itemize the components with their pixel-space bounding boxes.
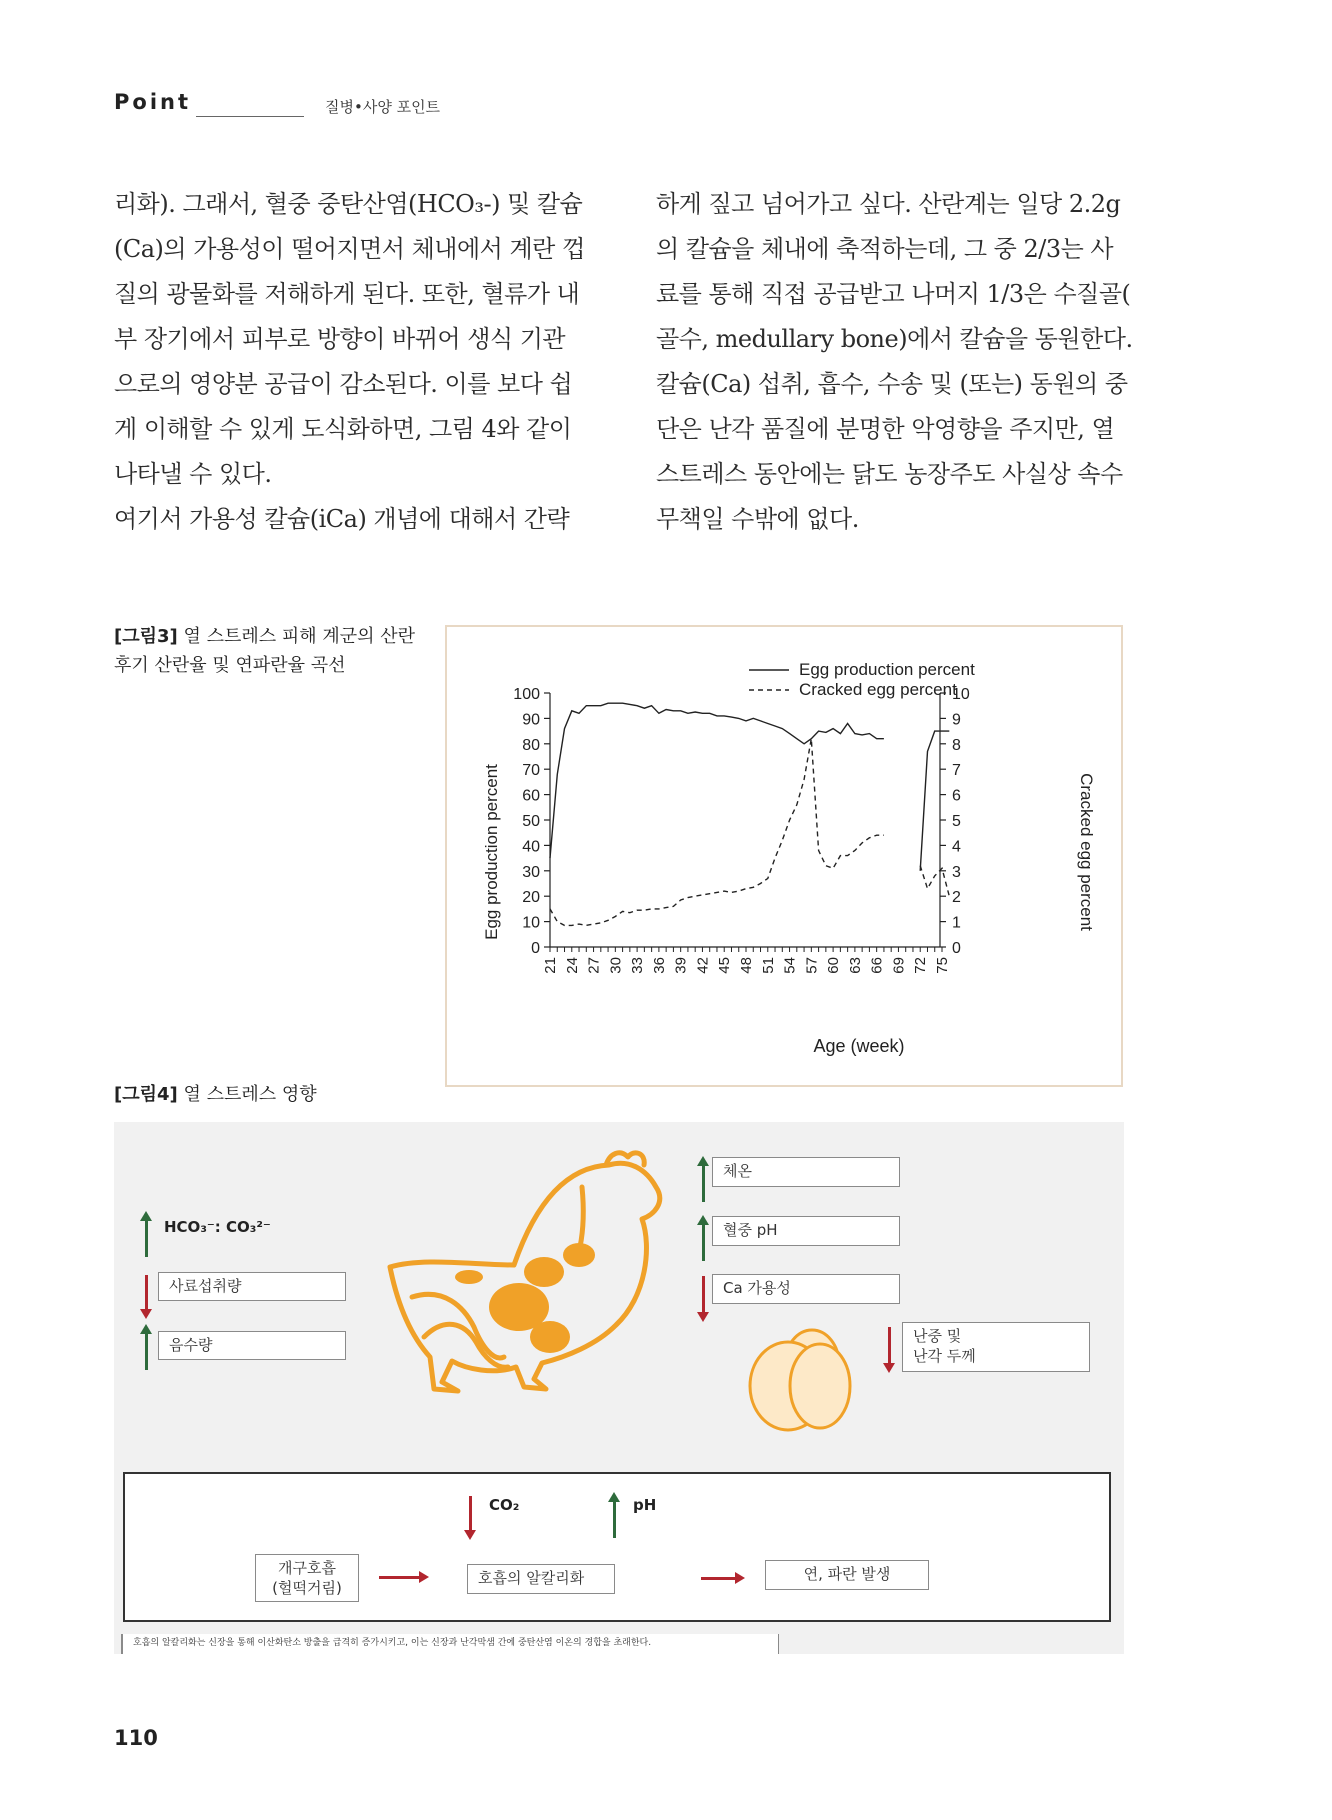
increase-arrow xyxy=(145,1332,148,1370)
panting-line-2: (헐떡거림) xyxy=(272,1579,342,1597)
intestine-line xyxy=(424,1324,508,1367)
figure3-label: [그림3] xyxy=(114,626,178,647)
text-line: 무책일 수밖에 없다. xyxy=(656,505,859,533)
decrease-arrow xyxy=(469,1496,472,1532)
y-tick-label: 100 xyxy=(513,686,540,703)
x-tick-label: 21 xyxy=(542,957,559,974)
y2-tick-label: 2 xyxy=(952,889,961,907)
hco3-label: HCO₃⁻: CO₃²⁻ xyxy=(164,1218,271,1236)
panting-box xyxy=(255,1554,359,1602)
x-tick-label: 63 xyxy=(846,957,864,974)
figure3-caption xyxy=(114,622,444,680)
text-line: 단은 난각 품질에 분명한 악영향을 주지만, 열 xyxy=(656,415,1115,443)
x-tick-label: 42 xyxy=(694,957,712,974)
body-column-right xyxy=(656,182,1133,542)
x-tick-label: 54 xyxy=(781,957,799,974)
y2-tick-label: 1 xyxy=(952,914,961,932)
text-line: 질의 광물화를 저해하게 된다. 또한, 혈류가 내 xyxy=(114,280,580,308)
section-title: 질병•사양 포인트 xyxy=(325,98,441,116)
x-tick-label: 66 xyxy=(868,957,886,974)
x-tick-label: 27 xyxy=(585,957,603,974)
x-tick-label: 75 xyxy=(934,957,951,974)
y-tick-label: 60 xyxy=(522,787,540,805)
y2-tick-label: 6 xyxy=(952,787,961,805)
y2-tick-label: 4 xyxy=(952,838,961,856)
figure4-caption-text: 열 스트레스 영향 xyxy=(177,1084,317,1105)
text-line: 스트레스 동안에는 닭도 농장주도 사실상 속수 xyxy=(656,460,1123,488)
y2-tick-label: 3 xyxy=(952,863,961,881)
panting-line-1: 개구호흡 xyxy=(278,1559,336,1577)
water-intake-box: 음수량 xyxy=(158,1331,346,1360)
chart-axes xyxy=(513,686,970,974)
x-tick-label: 33 xyxy=(629,957,647,974)
increase-arrow xyxy=(702,1223,705,1261)
y-tick-label: 80 xyxy=(522,736,540,754)
text-line: 하게 짚고 넘어가고 싶다. 산란계는 일당 2.2g xyxy=(656,190,1121,218)
y-tick-label: 30 xyxy=(522,863,540,881)
y2-tick-label: 5 xyxy=(952,813,961,830)
figure4-diagram xyxy=(114,1122,1124,1654)
egg-weight-box xyxy=(902,1322,1090,1372)
co2-label: CO₂ xyxy=(489,1496,520,1514)
figure4-caption xyxy=(114,1080,317,1109)
y2-tick-label: 7 xyxy=(952,762,961,780)
egg-production-line xyxy=(920,731,949,871)
x-tick-label: 69 xyxy=(890,957,908,974)
legend-cracked-egg: Cracked egg percent xyxy=(799,680,957,699)
text-line: 부 장기에서 피부로 방향이 바뀌어 생식 기관 xyxy=(114,325,566,353)
blood-ph-box: 혈중 pH xyxy=(712,1216,900,1246)
x-tick-label: 51 xyxy=(759,957,777,974)
x-tick-label: 48 xyxy=(738,957,755,974)
header-rule xyxy=(196,116,304,117)
y2-tick-label: 8 xyxy=(952,736,961,754)
figure3-caption-text-1: 열 스트레스 피해 계군의 산란 xyxy=(177,626,416,647)
y-tick-label: 0 xyxy=(531,940,540,957)
egg-weight-line-2: 난각 두께 xyxy=(913,1347,976,1365)
figure3-chart xyxy=(447,627,1121,1085)
increase-arrow xyxy=(613,1500,616,1538)
increase-arrow xyxy=(702,1164,705,1202)
y-tick-label: 20 xyxy=(522,889,540,907)
chicken-outline xyxy=(390,1163,660,1391)
chicken-illustration xyxy=(384,1147,684,1397)
y2-axis-label: Cracked egg percent xyxy=(1077,773,1096,931)
y-tick-label: 90 xyxy=(522,711,540,729)
page-number: 110 xyxy=(114,1726,158,1750)
decrease-arrow xyxy=(702,1276,705,1314)
y2-tick-label: 10 xyxy=(952,686,970,703)
cracked-egg-box: 연, 파란 발생 xyxy=(765,1560,929,1590)
text-line: 나타낼 수 있다. xyxy=(114,460,272,488)
eggs-illustration xyxy=(748,1322,858,1434)
flow-arrow xyxy=(379,1576,419,1579)
section-label: Point xyxy=(114,90,192,114)
figure3-chart-frame xyxy=(445,625,1123,1087)
x-tick-label: 45 xyxy=(716,957,734,974)
egg-production-line xyxy=(550,703,884,858)
x-tick-label: 30 xyxy=(607,957,625,974)
flow-arrow xyxy=(701,1577,735,1580)
decrease-arrow xyxy=(145,1275,148,1311)
text-line: 리화). 그래서, 혈중 중탄산염(HCO₃-) 및 칼슘 xyxy=(114,190,583,218)
text-line: (Ca)의 가용성이 떨어지면서 체내에서 계란 껍 xyxy=(114,235,585,263)
y-tick-label: 50 xyxy=(522,813,540,830)
body-temp-box: 체온 xyxy=(712,1157,900,1187)
x-tick-label: 39 xyxy=(672,957,690,974)
text-line: 칼슘(Ca) 섭취, 흡수, 수송 및 (또는) 동원의 중 xyxy=(656,370,1128,398)
cracked-egg-line xyxy=(550,739,884,926)
text-line: 의 칼슘을 체내에 축적하는데, 그 중 2/3는 사 xyxy=(656,235,1114,263)
text-line: 료를 통해 직접 공급받고 나머지 1/3은 수질골( xyxy=(656,280,1131,308)
body-column-left xyxy=(114,182,584,542)
text-line: 골수, medullary bone)에서 칼슘을 동원한다. xyxy=(656,325,1133,353)
y-axis-label: Egg production percent xyxy=(482,764,501,940)
chicken-neck-line xyxy=(580,1187,583,1247)
y2-tick-label: 0 xyxy=(952,940,961,957)
ca-availability-box: Ca 가용성 xyxy=(712,1274,900,1304)
feed-intake-box: 사료섭취량 xyxy=(158,1272,346,1301)
text-line: 게 이해할 수 있게 도식화하면, 그림 4와 같이 xyxy=(114,415,572,443)
decrease-arrow xyxy=(888,1327,891,1365)
x-tick-label: 57 xyxy=(803,957,821,974)
respiratory-flow-panel xyxy=(123,1472,1111,1622)
y-tick-label: 40 xyxy=(522,838,540,856)
y2-tick-label: 9 xyxy=(952,711,961,729)
text-line: 으로의 영양분 공급이 감소된다. 이를 보다 쉽 xyxy=(114,370,573,398)
x-tick-label: 24 xyxy=(563,957,581,974)
y-tick-label: 70 xyxy=(522,762,540,780)
y-tick-label: 10 xyxy=(522,914,540,932)
x-axis-label: Age (week) xyxy=(813,1036,905,1056)
x-tick-label: 60 xyxy=(825,957,843,974)
x-tick-label: 36 xyxy=(650,957,668,974)
ph-label: pH xyxy=(633,1496,657,1514)
x-tick-label: 72 xyxy=(912,957,930,974)
egg-weight-line-1: 난중 및 xyxy=(913,1327,962,1345)
alkalosis-box: 호흡의 알칼리화 xyxy=(467,1564,615,1594)
legend-egg-production: Egg production percent xyxy=(799,660,975,679)
chart-series xyxy=(550,703,949,925)
increase-arrow xyxy=(145,1219,148,1257)
text-line: 여기서 가용성 칼슘(iCa) 개념에 대해서 간략 xyxy=(114,505,570,533)
figure4-label: [그림4] xyxy=(114,1084,178,1105)
figure3-caption-text-2: 후기 산란율 및 연파란율 곡선 xyxy=(114,655,346,676)
figure4-footnote: 호흡의 알칼리화는 신장을 통해 이산화탄소 방출을 급격히 증가시키고, 이는 신장과 난각막샘 간에 중탄산염 이온의 경합을 초래한다. xyxy=(121,1634,779,1654)
